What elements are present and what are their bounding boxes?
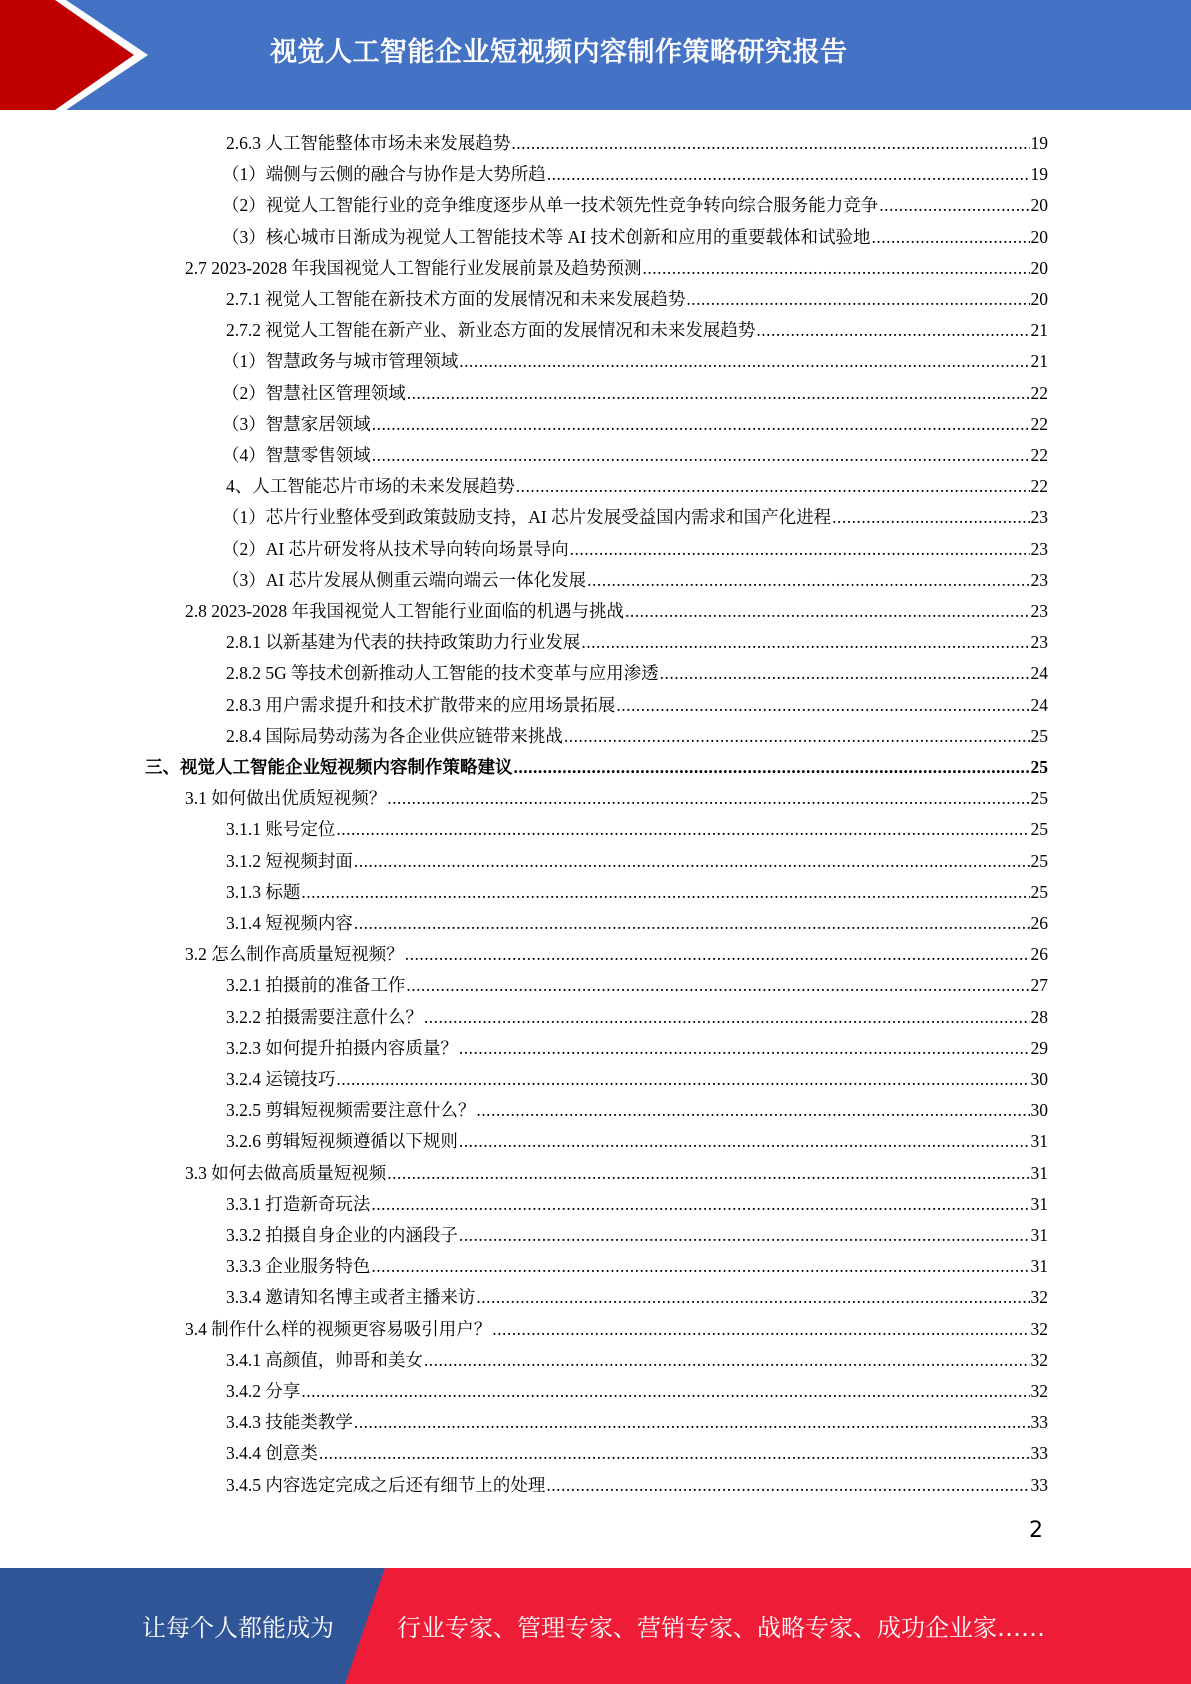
toc-entry-title: 3.3.2 拍摄自身企业的内涵段子 [226, 1225, 458, 1245]
toc-entry[interactable] [222, 159, 1048, 190]
toc-dot-leader [407, 378, 1030, 409]
toc-entry[interactable] [226, 1470, 1048, 1501]
toc-entry[interactable] [226, 970, 1048, 1001]
toc-entry[interactable] [226, 1033, 1048, 1064]
toc-dot-leader [336, 814, 1029, 845]
toc-entry[interactable] [226, 1002, 1048, 1033]
toc-entry[interactable] [226, 1345, 1048, 1376]
toc-entry-title: 2.8 2023-2028 年我国视觉人工智能行业面临的机遇与挑战 [185, 601, 624, 621]
toc-entry[interactable] [226, 908, 1048, 939]
toc-dot-leader [405, 939, 1030, 970]
toc-entry[interactable] [226, 1189, 1048, 1220]
toc-dot-leader [354, 908, 1030, 939]
toc-dot-leader [516, 471, 1030, 502]
toc-dot-leader [301, 1376, 1029, 1407]
toc-entry[interactable] [222, 502, 1048, 533]
toc-entry-title: （3）AI 芯片发展从侧重云端向端云一体化发展 [222, 569, 587, 590]
toc-entry[interactable] [222, 222, 1048, 253]
toc-entry-page: 25 [1030, 788, 1048, 809]
toc-entry-title: 3.1.1 账号定位 [226, 819, 336, 840]
toc-entry[interactable] [226, 471, 1048, 502]
toc-dot-leader [319, 1438, 1030, 1469]
toc-entry-page: 25 [1030, 881, 1048, 902]
toc-entry-page: 21 [1030, 351, 1048, 372]
toc-dot-leader [459, 346, 1029, 377]
toc-dot-leader [372, 409, 1030, 440]
toc-dot-leader [354, 1407, 1030, 1438]
toc-entry-title: （1）端侧与云侧的融合与协作是大势所趋 [222, 164, 546, 185]
toc-entry[interactable] [222, 534, 1048, 565]
toc-dot-leader [424, 1002, 1030, 1033]
toc-entry-page: 31 [1030, 1256, 1048, 1277]
toc-entry-page: 23 [1030, 632, 1048, 653]
toc-entry-title: 2.8.3 用户需求提升和技术扩散带来的应用场景拓展 [226, 694, 616, 715]
toc-entry[interactable] [226, 877, 1048, 908]
toc-entry-title: 2.6.3 人工智能整体市场未来发展趋势 [226, 133, 511, 153]
toc-entry[interactable] [226, 1220, 1048, 1251]
toc-entry-page: 24 [1030, 694, 1048, 715]
toc-entry-page: 23 [1030, 569, 1048, 590]
toc-dot-leader [570, 534, 1030, 565]
toc-entry-title: 3.1.2 短视频封面 [226, 850, 353, 871]
footer-slogan-left: 让每个人都能成为 [142, 1614, 334, 1642]
toc-entry-title: 3.1 如何做出优质短视频？ [185, 788, 387, 809]
toc-entry-page: 25 [1030, 725, 1048, 746]
toc-dot-leader [372, 440, 1030, 471]
toc-entry-page: 20 [1030, 195, 1048, 216]
toc-entry-title: 2.7.2 视觉人工智能在新产业、新业态方面的发展情况和未来发展趋势 [226, 320, 756, 341]
toc-entry[interactable] [185, 939, 1048, 970]
document-title: 视觉人工智能企业短视频内容制作策略研究报告 [270, 37, 848, 68]
toc-entry[interactable] [185, 1158, 1048, 1189]
toc-entry-title: 3.4.5 内容选定完成之后还有细节上的处理 [226, 1474, 546, 1495]
toc-entry-page: 33 [1030, 1443, 1048, 1464]
toc-entry-page: 22 [1030, 413, 1048, 434]
toc-entry-title: 3.2.1 拍摄前的准备工作 [226, 975, 406, 996]
toc-entry-title: 2.8.4 国际局势动荡为各企业供应链带来挑战 [226, 725, 563, 746]
toc-entry[interactable] [226, 1126, 1048, 1157]
toc-entry-page: 20 [1030, 257, 1048, 278]
toc-entry[interactable] [226, 315, 1048, 346]
footer-slogan-right: 行业专家、管理专家、营销专家、战略专家、成功企业家…… [397, 1614, 1045, 1642]
toc-entry[interactable] [226, 1407, 1048, 1438]
toc-entry-page: 23 [1030, 507, 1048, 528]
toc-entry-title: （3）智慧家居领域 [222, 413, 371, 434]
toc-entry-title: 3.2.2 拍摄需要注意什么？ [226, 1006, 423, 1027]
toc-entry-title: 三、视觉人工智能企业短视频内容制作策略建议 [145, 757, 513, 777]
toc-entry[interactable] [226, 1064, 1048, 1095]
toc-dot-leader [547, 159, 1030, 190]
toc-entry[interactable] [222, 565, 1048, 596]
toc-entry-page: 33 [1030, 1474, 1048, 1495]
toc-entry-page: 31 [1030, 1162, 1048, 1183]
toc-entry[interactable] [222, 409, 1048, 440]
toc-dot-leader [424, 1345, 1030, 1376]
toc-dot-leader [625, 596, 1030, 627]
toc-entry-title: 3.3 如何去做高质量短视频 [185, 1162, 387, 1183]
toc-dot-leader [354, 846, 1030, 877]
toc-dot-leader [511, 128, 1029, 159]
toc-entry[interactable] [226, 1438, 1048, 1469]
toc-dot-leader [459, 1033, 1030, 1064]
toc-entry-page: 22 [1030, 445, 1048, 465]
toc-entry[interactable] [226, 846, 1048, 877]
toc-dot-leader [616, 690, 1029, 721]
toc-entry-page: 32 [1030, 1287, 1048, 1308]
toc-entry[interactable] [185, 596, 1048, 627]
toc-entry-title: 3.3.3 企业服务特色 [226, 1256, 371, 1277]
toc-entry[interactable] [222, 346, 1048, 377]
toc-dot-leader [492, 1314, 1029, 1345]
toc-entry[interactable] [226, 627, 1048, 658]
toc-entry-page: 19 [1030, 164, 1048, 185]
toc-entry-title: 3.2.4 运镜技巧 [226, 1069, 336, 1089]
toc-dot-leader [459, 1220, 1030, 1251]
toc-dot-leader [336, 1064, 1029, 1095]
toc-entry[interactable] [226, 128, 1048, 159]
toc-entry-title: 3.4.4 创意类 [226, 1443, 318, 1464]
toc-entry[interactable] [226, 1251, 1048, 1282]
toc-entry-page: 28 [1030, 1006, 1048, 1027]
toc-entry-page: 31 [1030, 1193, 1048, 1214]
toc-entry-page: 30 [1030, 1069, 1048, 1089]
toc-dot-leader [686, 284, 1029, 315]
toc-entry-title: 3.4.2 分享 [226, 1381, 301, 1401]
toc-entry-title: 3.3.1 打造新奇玩法 [226, 1193, 371, 1214]
toc-entry[interactable] [226, 658, 1048, 689]
toc-entry-title: 2.8.2 5G 等技术创新推动人工智能的技术变革与应用渗透 [226, 663, 659, 684]
toc-dot-leader [371, 1189, 1029, 1220]
page-header [0, 0, 1191, 110]
toc-dot-leader [564, 721, 1030, 752]
toc-entry-title: 3.1.3 标题 [226, 881, 301, 902]
toc-entry-page: 20 [1030, 226, 1048, 247]
toc-dot-leader [301, 877, 1029, 908]
toc-dot-leader [832, 502, 1029, 533]
toc-dot-leader [514, 752, 1030, 783]
toc-entry-page: 26 [1030, 913, 1048, 933]
toc-entry[interactable] [226, 284, 1048, 315]
page-footer [0, 1568, 1191, 1684]
toc-entry[interactable] [226, 721, 1048, 752]
toc-entry-title: （2）智慧社区管理领域 [222, 382, 406, 403]
toc-dot-leader [387, 783, 1029, 814]
toc-entry-title: 2.8.1 以新基建为代表的扶持政策助力行业发展 [226, 632, 581, 653]
toc-entry[interactable] [185, 253, 1048, 284]
toc-entry[interactable] [226, 1095, 1048, 1126]
toc-entry-page: 24 [1030, 663, 1048, 684]
toc-entry-title: （2）AI 芯片研发将从技术导向转向场景导向 [222, 538, 569, 559]
toc-entry-page: 23 [1030, 538, 1048, 559]
toc-entry-page: 27 [1030, 975, 1048, 996]
toc-entry-title: 3.2 怎么制作高质量短视频？ [185, 944, 404, 965]
toc-entry-title: 3.2.3 如何提升拍摄内容质量？ [226, 1037, 458, 1058]
toc-dot-leader [459, 1126, 1030, 1157]
toc-entry-page: 33 [1030, 1412, 1048, 1433]
toc-entry-page: 25 [1030, 850, 1048, 871]
toc-entry-title: 3.2.6 剪辑短视频遵循以下规则 [226, 1131, 458, 1152]
toc-entry-title: 2.7 2023-2028 年我国视觉人工智能行业发展前景及趋势预测 [185, 257, 642, 278]
toc-dot-leader [371, 1251, 1029, 1282]
toc-dot-leader [660, 658, 1030, 689]
toc-dot-leader [756, 315, 1029, 346]
toc-entry-page: 29 [1030, 1037, 1048, 1058]
toc-entry-title: （4）智慧零售领域 [222, 445, 371, 465]
toc-dot-leader [587, 565, 1029, 596]
toc-entry-title: （2）视觉人工智能行业的竞争维度逐步从单一技术领先性竞争转向综合服务能力竞争 [222, 195, 879, 216]
toc-dot-leader [387, 1158, 1029, 1189]
toc-entry-page: 22 [1030, 476, 1048, 497]
toc-entry-page: 19 [1030, 133, 1048, 153]
toc-entry[interactable] [226, 1376, 1048, 1407]
toc-entry-page: 22 [1030, 382, 1048, 403]
toc-entry-title: 3.2.5 剪辑短视频需要注意什么？ [226, 1100, 476, 1121]
toc-entry-page: 31 [1030, 1131, 1048, 1152]
toc-entry-title: （1）智慧政务与城市管理领域 [222, 351, 459, 372]
toc-entry-page: 32 [1030, 1349, 1048, 1370]
header-arrow-decoration [0, 0, 160, 110]
page-number: 2 [1029, 1518, 1043, 1543]
toc-entry-title: （1）芯片行业整体受到政策鼓励支持，AI 芯片发展受益国内需求和国产化进程 [222, 507, 832, 528]
toc-dot-leader [546, 1470, 1029, 1501]
toc-entry-title: （3）核心城市日渐成为视觉人工智能技术等 AI 技术创新和应用的重要载体和试验地 [222, 226, 871, 247]
toc-dot-leader [871, 222, 1029, 253]
toc-entry[interactable] [185, 783, 1048, 814]
toc-entry-page: 25 [1030, 819, 1048, 840]
toc-entry-title: 3.4.1 高颜值，帅哥和美女 [226, 1349, 423, 1370]
toc-dot-leader [879, 190, 1029, 221]
toc-entry-title: 3.4 制作什么样的视频更容易吸引用户？ [185, 1318, 492, 1339]
toc-entry[interactable] [222, 440, 1048, 471]
toc-entry-title: 3.1.4 短视频内容 [226, 913, 353, 933]
toc-entry-title: 2.7.1 视觉人工智能在新技术方面的发展情况和未来发展趋势 [226, 289, 686, 309]
toc-entry[interactable] [226, 1282, 1048, 1313]
toc-entry-page: 26 [1030, 944, 1048, 965]
toc-entry[interactable] [185, 1314, 1048, 1345]
toc-dot-leader [406, 970, 1029, 1001]
toc-dot-leader [642, 253, 1029, 284]
toc-entry-page: 21 [1030, 320, 1048, 341]
toc-entry[interactable] [226, 690, 1048, 721]
toc-entry-title: 3.4.3 技能类教学 [226, 1412, 353, 1433]
toc-dot-leader [476, 1095, 1029, 1126]
toc-entry-title: 3.3.4 邀请知名博主或者主播来访 [226, 1287, 476, 1308]
toc-entry[interactable] [222, 378, 1048, 409]
toc-entry-page: 31 [1030, 1225, 1048, 1245]
toc-entry-page: 30 [1030, 1100, 1048, 1121]
toc-entry-page: 32 [1030, 1381, 1048, 1401]
toc-entry-page: 32 [1030, 1318, 1048, 1339]
toc-entry[interactable] [222, 190, 1048, 221]
toc-entry[interactable] [226, 814, 1048, 845]
toc-dot-leader [476, 1282, 1029, 1313]
toc-entry-page: 23 [1030, 601, 1048, 621]
toc-entry[interactable] [145, 752, 1048, 783]
toc-dot-leader [581, 627, 1029, 658]
toc-entry-title: 4、人工智能芯片市场的未来发展趋势 [226, 476, 515, 497]
toc-entry-page: 20 [1030, 289, 1048, 309]
toc-entry-page: 25 [1030, 757, 1048, 777]
